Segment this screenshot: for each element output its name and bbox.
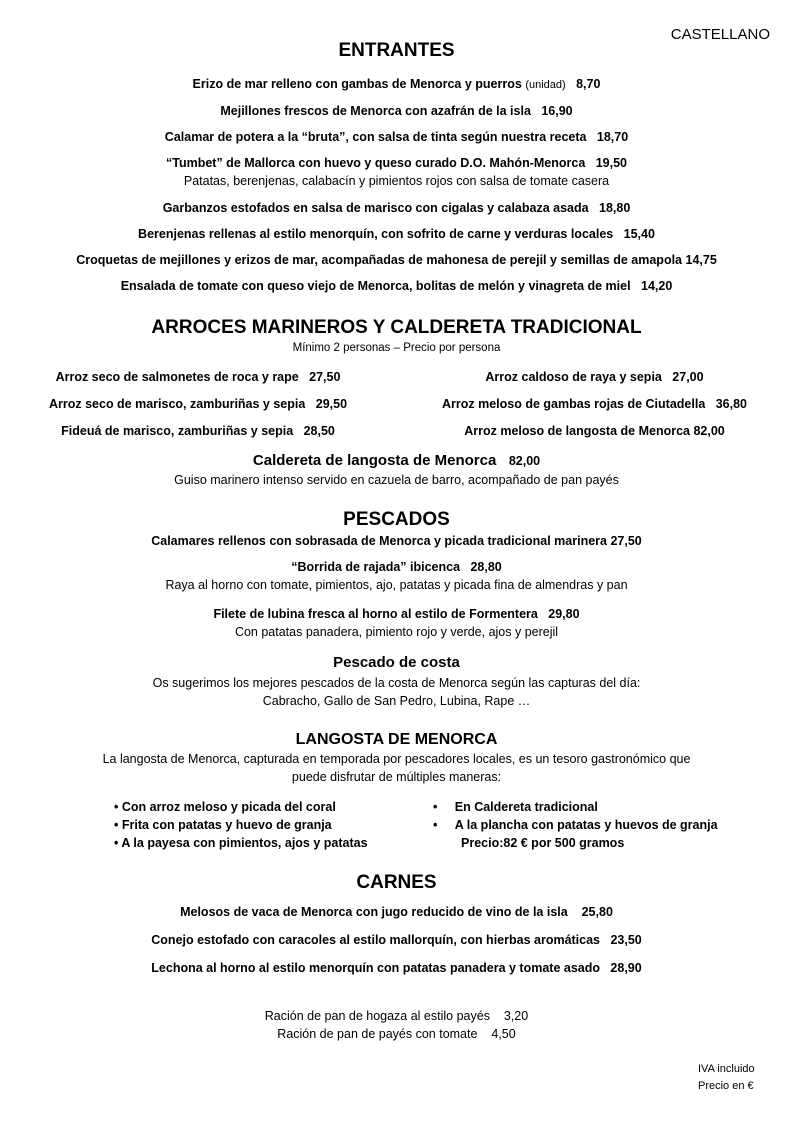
section-description: puede disfrutar de múltiples maneras:	[291, 770, 502, 784]
menu-item: Arroz meloso de gambas rojas de Ciutadella 36,80	[442, 397, 747, 411]
list-item: • Frita con patatas y huevo de granja	[114, 818, 332, 832]
section-subtitle: Mínimo 2 personas – Precio por persona	[292, 342, 501, 354]
menu-item: “Tumbet” de Mallorca con huevo y queso curado D.O. Mahón-Menorca 19,50	[166, 156, 627, 170]
list-item: • En Caldereta tradicional	[433, 800, 598, 814]
section-title-carnes: CARNES	[356, 872, 437, 893]
menu-item: Arroz caldoso de raya y sepia 27,00	[485, 370, 704, 384]
menu-item: Melosos de vaca de Menorca con jugo reducido de vino de la isla 25,80	[180, 905, 613, 919]
menu-item: Ensalada de tomate con queso viejo de Menorca, bolitas de melón y vinagreta de miel 14,20	[120, 279, 673, 293]
language-label: CASTELLANO	[670, 26, 770, 43]
bullet-list-left	[114, 798, 368, 852]
section-title-langosta: LANGOSTA DE MENORCA	[295, 731, 498, 748]
menu-item-pan: Ración de pan de hogaza al estilo payés 3,20	[264, 1009, 529, 1023]
menu-item: Filete de lubina fresca al horno al estilo de Formentera 29,80	[213, 607, 580, 621]
bullet-list-right	[433, 798, 718, 852]
menu-item-pan: Ración de pan de payés con tomate 4,50	[277, 1027, 516, 1041]
menu-item: Mejillones frescos de Menorca con azafrán de la isla 16,90	[220, 104, 573, 118]
menu-item-description: Raya al horno con tomate, pimientos, ajo, patatas y picada fina de almendras y pan	[165, 578, 628, 592]
menu-item-pescado-costa: Pescado de costa	[333, 654, 460, 671]
menu-item-description: Os sugerimos los mejores pescados de la costa de Menorca según las capturas del día:	[152, 676, 641, 690]
menu-item: Berenjenas rellenas al estilo menorquín, con sofrito de carne y verduras locales 15,40	[138, 227, 655, 241]
footer-currency: Precio en €	[698, 1080, 754, 1092]
menu-item: Calamares rellenos con sobrasada de Menorca y picada tradicional marinera 27,50	[151, 534, 642, 548]
menu-item-caldereta: Caldereta de langosta de Menorca 82,00	[252, 452, 541, 469]
list-item: • A la payesa con pimientos, ajos y patatas	[114, 836, 368, 850]
menu-item: Arroz seco de marisco, zamburiñas y sepia 29,50	[48, 397, 348, 411]
menu-item: Arroz meloso de langosta de Menorca 82,00	[464, 424, 725, 438]
menu-item: Arroz seco de salmonetes de roca y rape 27,50	[55, 370, 341, 384]
menu-item-description: Con patatas panadera, pimiento rojo y verde, ajos y perejil	[234, 625, 559, 639]
menu-item-description: Patatas, berenjenas, calabacín y pimientos rojos con salsa de tomate casera	[183, 174, 610, 188]
menu-item: Conejo estofado con caracoles al estilo mallorquín, con hierbas aromáticas 23,50	[151, 933, 642, 947]
menu-item: Croquetas de mejillones y erizos de mar, acompañadas de mahonesa de perejil y semillas de amapola 14,75	[76, 253, 717, 267]
menu-item: Erizo de mar relleno con gambas de Menorca y puerros (unidad) 8,70	[192, 77, 601, 91]
menu-item-description: Cabracho, Gallo de San Pedro, Lubina, Rape …	[262, 694, 531, 708]
menu-item: “Borrida de rajada” ibicenca 28,80	[291, 560, 502, 574]
price-note: Precio:82 € por 500 gramos	[461, 836, 625, 850]
menu-item: Garbanzos estofados en salsa de marisco con cigalas y calabaza asada 18,80	[162, 201, 631, 215]
menu-item: Calamar de potera a la “bruta”, con salsa de tinta según nuestra receta 18,70	[164, 130, 629, 144]
list-item: • Con arroz meloso y picada del coral	[114, 800, 336, 814]
list-item: • A la plancha con patatas y huevos de granja	[433, 818, 718, 832]
section-description: La langosta de Menorca, capturada en temporada por pescadores locales, es un tesoro gastronómico que	[102, 752, 691, 766]
menu-item-description: Guiso marinero intenso servido en cazuela de barro, acompañado de pan payés	[174, 473, 619, 487]
menu-item: Lechona al horno al estilo menorquín con patatas panadera y tomate asado 28,90	[151, 961, 642, 975]
footer-iva: IVA incluido	[698, 1063, 755, 1075]
menu-item: Fideuá de marisco, zamburiñas y sepia 28,50	[61, 424, 335, 438]
section-title-pescados: PESCADOS	[343, 509, 450, 530]
section-title-arroces: ARROCES MARINEROS Y CALDERETA TRADICIONAL	[151, 317, 642, 338]
section-title-entrantes: ENTRANTES	[338, 40, 455, 61]
